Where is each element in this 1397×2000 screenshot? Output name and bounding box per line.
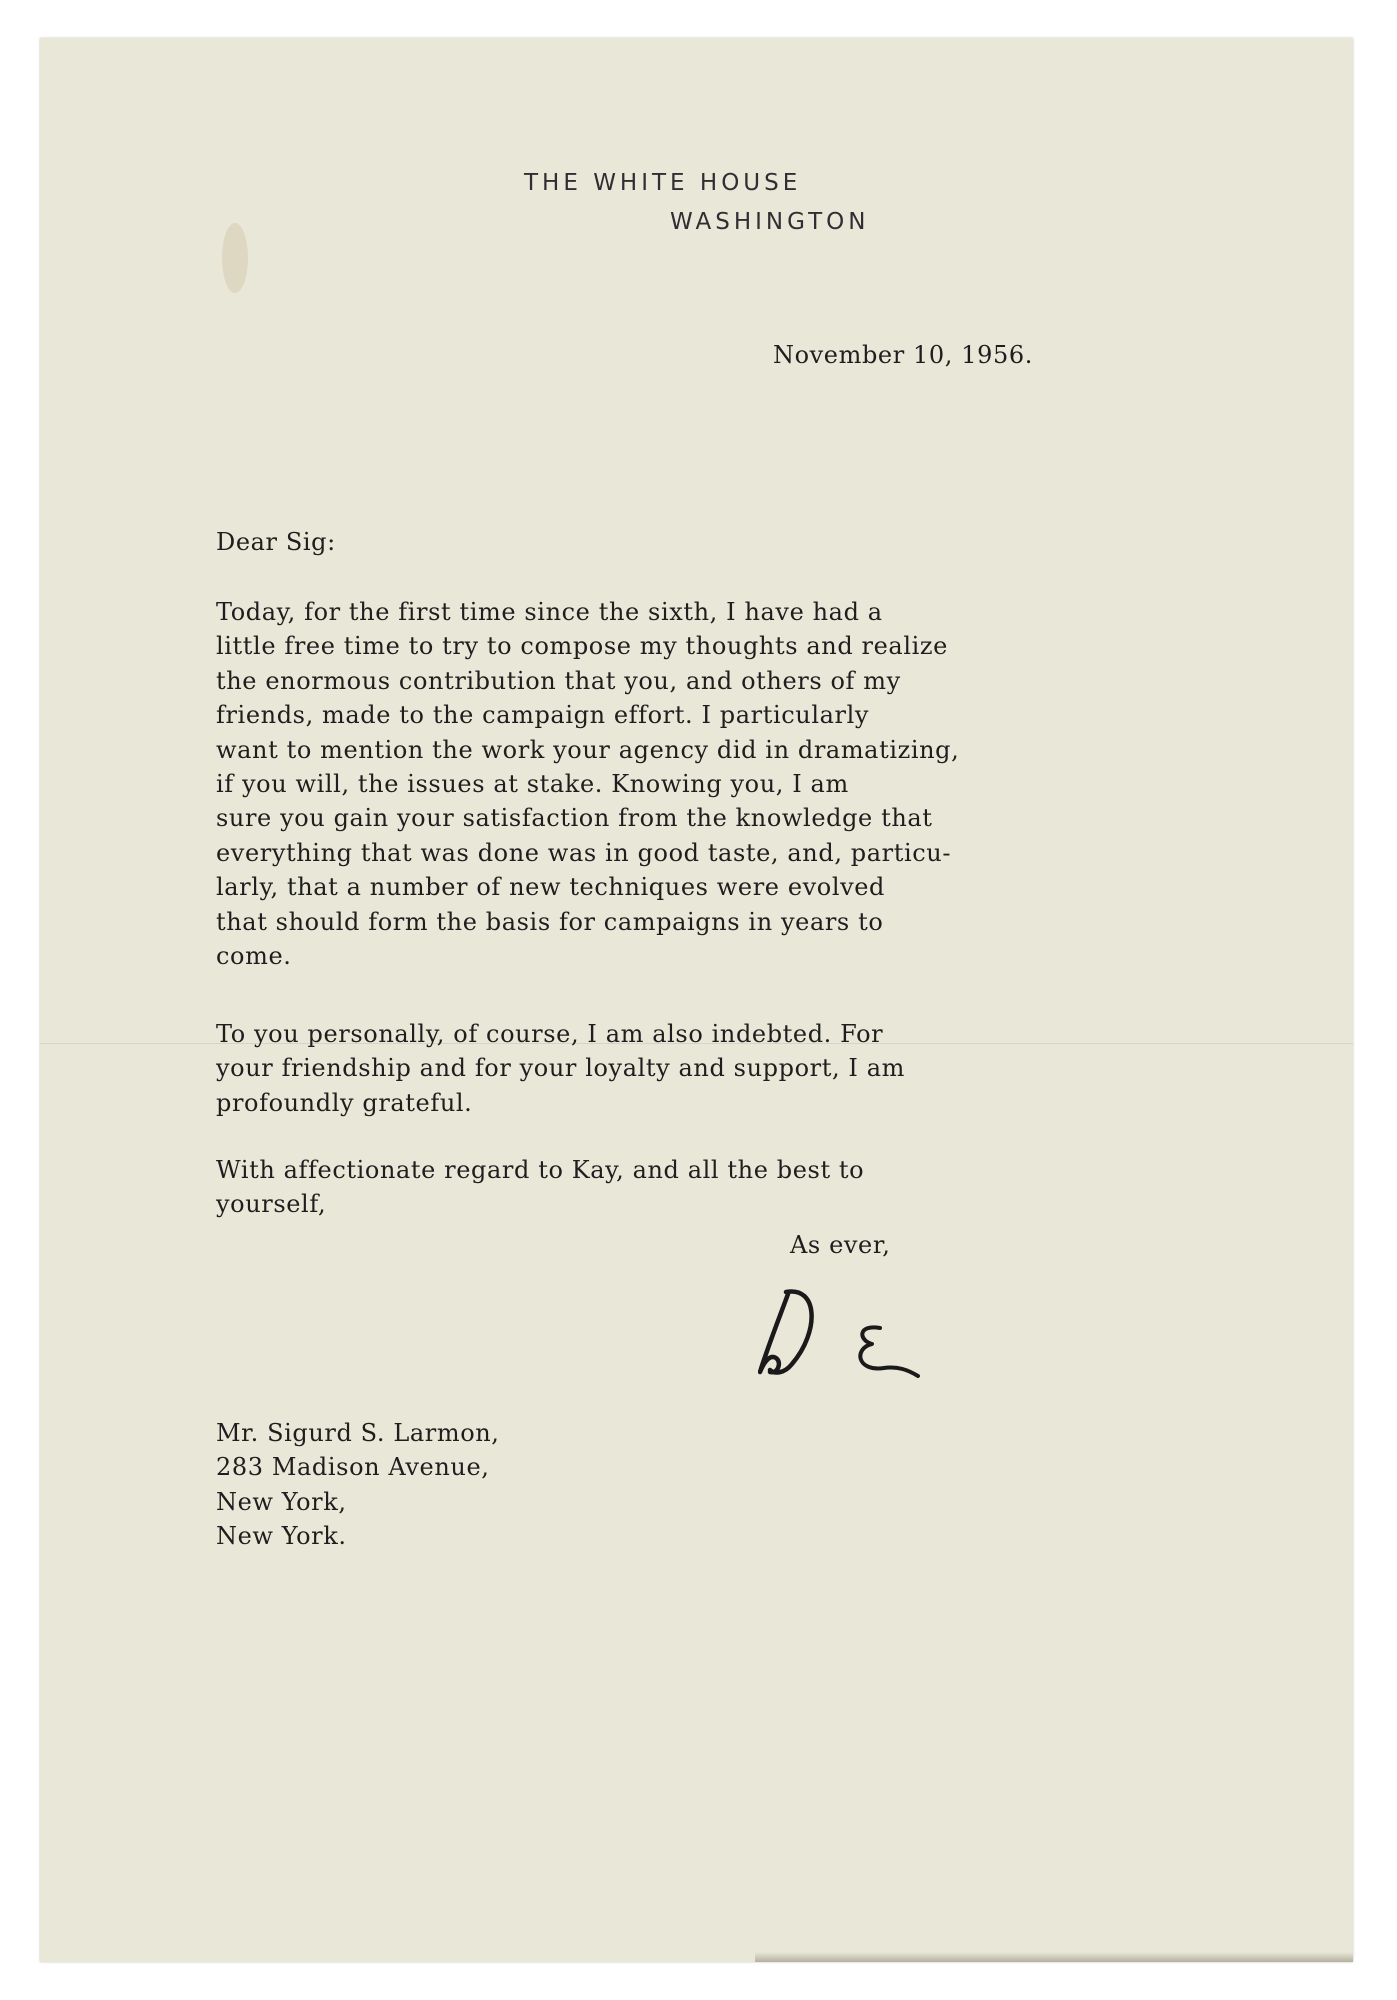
body-paragraph-3 <box>216 1153 864 1222</box>
paragraph-line: want to mention the work your agency did in dramatizing, <box>216 735 960 764</box>
address-line: New York, <box>216 1487 347 1516</box>
paragraph-line: larly, that a number of new techniques were evolved <box>216 873 886 902</box>
paragraph-line: your friendship and for your loyalty and support, I am <box>216 1054 905 1083</box>
paragraph-line: little free time to try to compose my thoughts and realize <box>216 632 948 661</box>
body-paragraph-2 <box>216 1017 905 1120</box>
handwritten-signature <box>758 1276 938 1381</box>
paper-edge-shadow <box>755 1952 1353 1962</box>
letter-date: November 10, 1956. <box>773 341 1033 369</box>
paragraph-line: the enormous contribution that you, and others of my <box>216 666 901 695</box>
salutation: Dear Sig: <box>216 528 336 556</box>
paper-stain <box>222 223 248 293</box>
paragraph-line: everything that was done was in good taste, and, particu- <box>216 838 952 867</box>
address-line: New York. <box>216 1522 347 1551</box>
address-line: Mr. Sigurd S. Larmon, <box>216 1419 500 1447</box>
signature-stroke-e <box>860 1327 918 1376</box>
recipient-address <box>216 1416 500 1554</box>
paragraph-line: To you personally, of course, I am also indebted. For <box>216 1020 884 1048</box>
complimentary-close: As ever, <box>790 1231 891 1259</box>
letter-page <box>40 38 1353 1962</box>
paragraph-line: Today, for the first time since the sixth, I have had a <box>216 598 883 626</box>
paragraph-line: With affectionate regard to Kay, and all the best to <box>216 1156 865 1184</box>
paragraph-line: come. <box>216 941 292 970</box>
body-paragraph-1 <box>216 595 959 973</box>
letterhead-title: THE WHITE HOUSE <box>524 170 802 196</box>
paragraph-line: that should form the basis for campaigns in years to <box>216 907 884 936</box>
letterhead-city: WASHINGTON <box>670 209 870 235</box>
paragraph-line: if you will, the issues at stake. Knowing you, I am <box>216 769 849 798</box>
paragraph-line: friends, made to the campaign effort. I particularly <box>216 701 870 730</box>
paragraph-line: yourself, <box>216 1190 327 1219</box>
signature-stroke-d <box>760 1291 812 1372</box>
paragraph-line: profoundly grateful. <box>216 1088 473 1117</box>
address-line: 283 Madison Avenue, <box>216 1453 490 1482</box>
paragraph-line: sure you gain your satisfaction from the knowledge that <box>216 804 933 833</box>
